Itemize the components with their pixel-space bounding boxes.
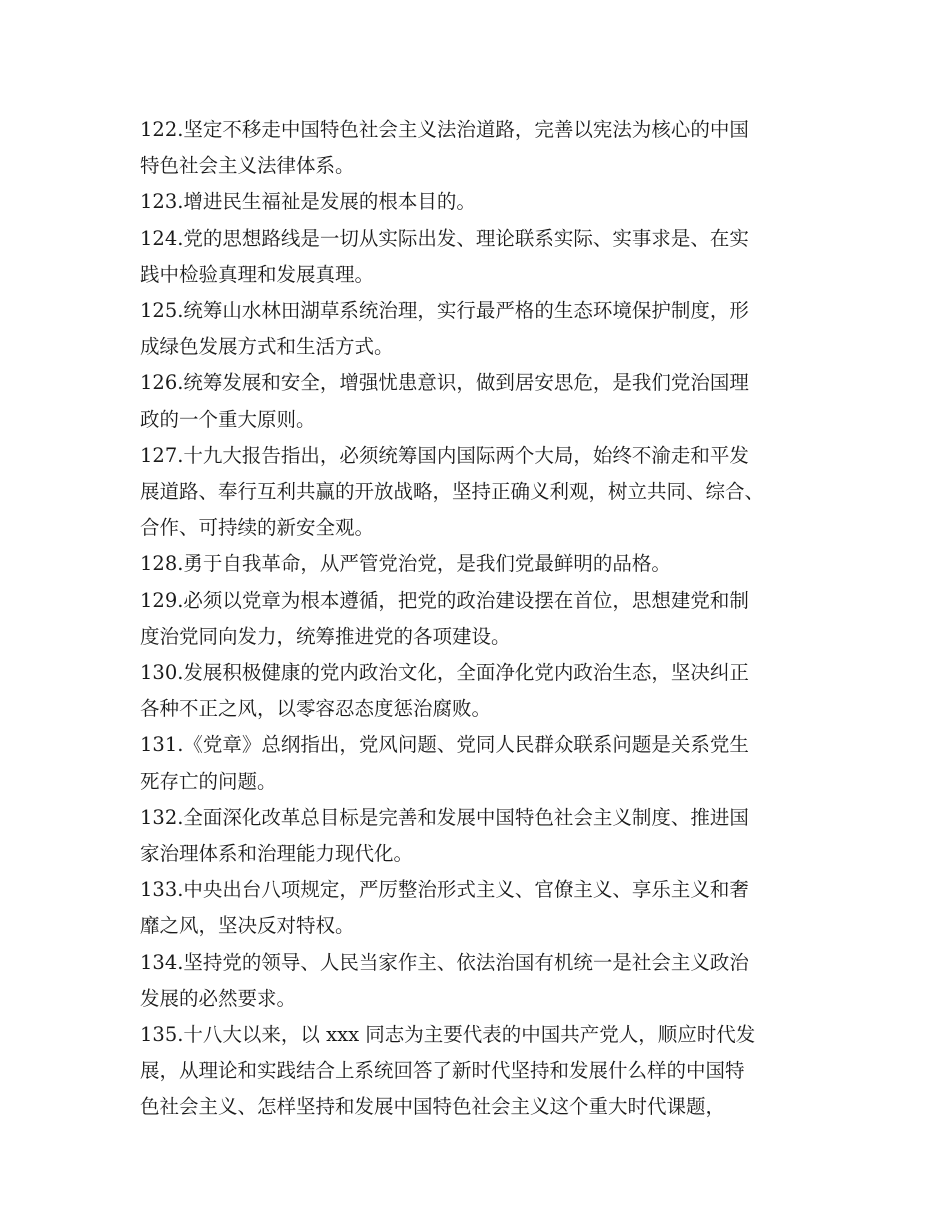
text-line: 123.增进民生福祉是发展的根本目的。 [140,190,476,214]
text-line: 133.中央出台八项规定，严厉整治形式主义、官僚主义、享乐主义和奢 [140,878,749,902]
text-line: 合作、可持续的新安全观。 [140,516,375,540]
text-line: 特色社会主义法律体系。 [140,154,355,178]
text-line: 130.发展积极健康的党内政治文化，全面净化党内政治生态，坚决纠正 [140,661,749,685]
text-line: 122.坚定不移走中国特色社会主义法治道路，完善以宪法为核心的中国 [140,118,749,141]
text-line: 135.十八大以来，以 xxx 同志为主要代表的中国共产党人，顺应时代发 [140,1023,756,1047]
text-line: 色社会主义、怎样坚持和发展中国特色社会主义这个重大时代课题， [140,1095,726,1119]
text-line: 展，从理论和实践结合上系统回答了新时代坚持和发展什么样的中国特 [140,1059,745,1083]
text-line: 政的一个重大原则。 [140,407,316,431]
text-line: 126.统筹发展和安全，增强忧患意识，做到居安思危，是我们党治国理 [140,371,749,395]
text-line: 死存亡的问题。 [140,769,277,793]
text-line: 127.十九大报告指出，必须统筹国内国际两个大局，始终不渝走和平发 [140,443,749,467]
text-line: 各种不正之风，以零容忍态度惩治腐败。 [140,697,492,721]
text-line: 132.全面深化改革总目标是完善和发展中国特色社会主义制度、推进国 [140,805,749,829]
text-line: 129.必须以党章为根本遵循，把党的政治建设摆在首位，思想建党和制 [140,588,749,612]
text-line: 展道路、奉行互利共赢的开放战略，坚持正确义利观，树立共同、综合、 [140,480,765,504]
text-line: 践中检验真理和发展真理。 [140,262,375,286]
text-line: 家治理体系和治理能力现代化。 [140,842,414,866]
text-line: 成绿色发展方式和生活方式。 [140,335,394,359]
text-line: 134.坚持党的领导、人民当家作主、依法治国有机统一是社会主义政治 [140,950,749,974]
text-line: 靡之风，坚决反对特权。 [140,914,355,938]
text-line: 125.统筹山水林田湖草系统治理，实行最严格的生态环境保护制度，形 [140,299,749,323]
text-line: 度治党同向发力，统筹推进党的各项建设。 [140,624,511,648]
text-line: 131.《党章》总纲指出，党风问题、党同人民群众联系问题是关系党生 [140,733,749,757]
text-line: 124.党的思想路线是一切从实际出发、理论联系实际、实事求是、在实 [140,226,749,250]
text-line: 128.勇于自我革命，从严管党治党，是我们党最鲜明的品格。 [140,552,671,576]
document-body [140,112,830,1126]
text-line: 发展的必然要求。 [140,986,297,1010]
